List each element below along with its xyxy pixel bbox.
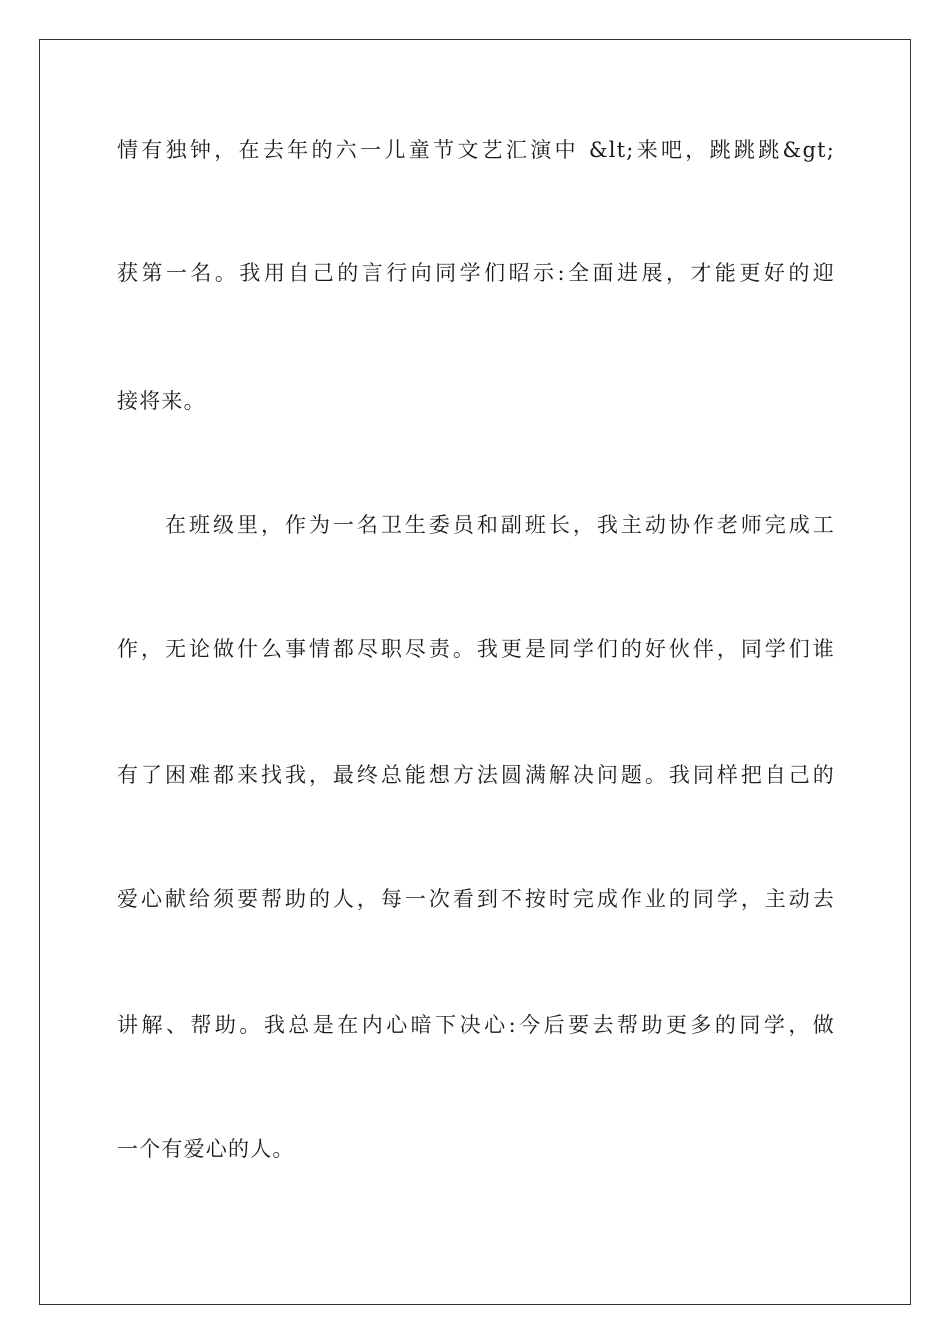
text-line-9: 一个有爱心的人。 <box>117 1137 295 1161</box>
page-border <box>39 39 911 1305</box>
text-line-1: 情有独钟，在去年的六一儿童节文艺汇演中 &lt;来吧，跳跳跳&gt; <box>117 138 835 162</box>
text-line-3: 接将来。 <box>117 389 206 413</box>
text-line-7: 爱心献给须要帮助的人，每一次看到不按时完成作业的同学，主动去 <box>117 887 835 911</box>
text-line-4: 在班级里，作为一名卫生委员和副班长，我主动协作老师完成工 <box>165 513 835 537</box>
text-line-8: 讲解、帮助。我总是在内心暗下决心:今后要去帮助更多的同学，做 <box>117 1013 835 1037</box>
text-line-6: 有了困难都来找我，最终总能想方法圆满解决问题。我同样把自己的 <box>117 763 835 787</box>
text-line-2: 获第一名。我用自己的言行向同学们昭示:全面进展，才能更好的迎 <box>117 261 835 285</box>
text-line-5: 作，无论做什么事情都尽职尽责。我更是同学们的好伙伴，同学们谁 <box>117 637 835 661</box>
